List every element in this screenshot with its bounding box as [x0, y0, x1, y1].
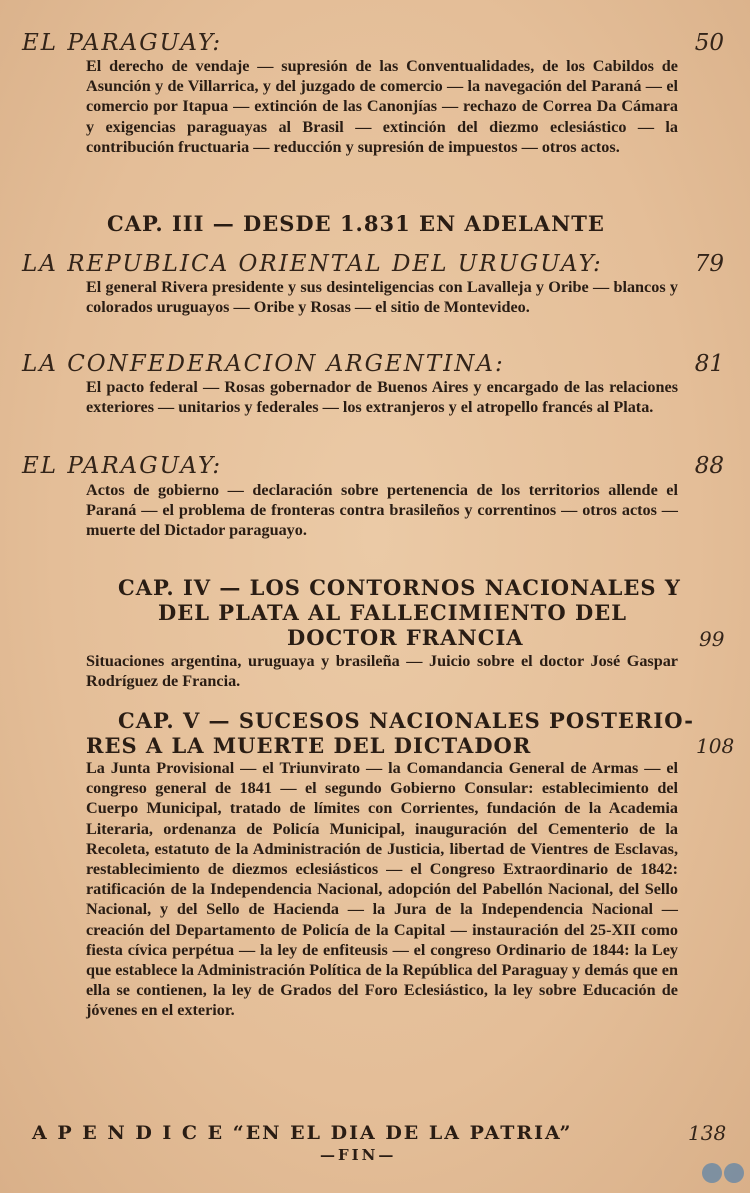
- heading-text: LA CONFEDERACION ARGENTINA:: [22, 351, 505, 377]
- heading-text: LA REPUBLICA ORIENTAL DEL URUGUAY:: [22, 251, 603, 277]
- chapter-title: CAP. III — DESDE 1.831 EN ADELANTE: [107, 211, 605, 236]
- chapter-title-line: DOCTOR FRANCIA: [287, 625, 524, 650]
- page-number: 81: [694, 351, 724, 377]
- page-number: 108: [696, 734, 735, 758]
- section-summary: El general Rivera presidente y sus desinteligencias con Lavalleja y Oribe — blancos y colorados uruguayos — Oribe y Rosas — el sitio de Montevideo.: [86, 278, 678, 317]
- section-summary: El pacto federal — Rosas gobernador de Buenos Aires y encargado de las relaciones exteriores — unitarios y federales — los extranjeros y el atropello francés al Plata.: [86, 378, 678, 417]
- page-number: 99: [699, 627, 725, 651]
- section-heading: [22, 453, 724, 479]
- page-number: 138: [688, 1121, 727, 1145]
- section-heading: [22, 30, 724, 56]
- watermark-logo-icon: [700, 1163, 746, 1185]
- appendix-title: A P E N D I C E “EN EL DIA DE LA PATRIA”: [32, 1122, 573, 1144]
- chapter-title-line: CAP. V — SUCESOS NACIONALES POSTERIO-: [118, 708, 694, 733]
- section-summary: Situaciones argentina, uruguaya y brasileña — Juicio sobre el doctor José Gaspar Rodríguez de Francia.: [86, 652, 678, 691]
- heading-text: EL PARAGUAY:: [22, 453, 223, 479]
- section-heading: [22, 351, 724, 377]
- page-number: 50: [694, 30, 724, 56]
- chapter-title-line: RES A LA MUERTE DEL DICTADOR: [86, 733, 532, 758]
- chapter-title-line: CAP. IV — LOS CONTORNOS NACIONALES Y: [118, 575, 681, 600]
- page-number: 88: [694, 453, 724, 479]
- section-heading: [22, 251, 724, 277]
- heading-text: EL PARAGUAY:: [22, 30, 223, 56]
- end-mark: —FIN—: [320, 1146, 397, 1164]
- chapter-title-line: DEL PLATA AL FALLECIMIENTO DEL: [158, 600, 627, 625]
- section-summary: La Junta Provisional — el Triunvirato — la Comandancia General de Armas — el congreso general de 1841 — el segundo Gobierno Consular: establecimiento del Cuerpo Municipal, tratado de límites con Corrientes, fundación de la Academia Literaria, ordenanza de Policía Municipal, inauguración del Cementerio de la Recoleta, estatuto de la Administración de Justicia, libertad de Vientres de Esclavas, restablecimiento de diezmos eclesiásticos — el Congreso Extraordinario de 1842: ratificación de la Independencia Nacional, adopción del Pabellón Nacional, del Sello Nacional, y del Sello de Hacienda — la Jura de la Independencia Nacional — creación del Departamento de Policía de la Capital — instauración del 25-XII como fiesta cívica perpétua — la ley de enfiteusis — el congreso Ordinario de 1844: la Ley que establece la Administración Política de la República del Paraguay y demás que en ella se contienen, la ley de Grados del Foro Eclesiástico, la ley sobre Educación de jóvenes en el exterior.: [86, 759, 678, 1020]
- section-summary: Actos de gobierno — declaración sobre pertenencia de los territorios allende el Paraná — el problema de fronteras contra brasileños y correntinos — otros actos — muerte del Dictador paraguayo.: [86, 481, 678, 540]
- section-summary: El derecho de vendaje — supresión de las Conventualidades, de los Cabildos de Asunción y de Villarrica, y del juzgado de comercio — la navegación del Paraná — el comercio por Itapua — extinción de las Canonjías — rechazo de Correa Da Cámara y exigencias paraguayas al Brasil — extinción del diezmo eclesiástico — la contribución fructuaria — reducción y supresión de impuestos — otros actos.: [86, 57, 678, 156]
- page-number: 79: [694, 251, 724, 277]
